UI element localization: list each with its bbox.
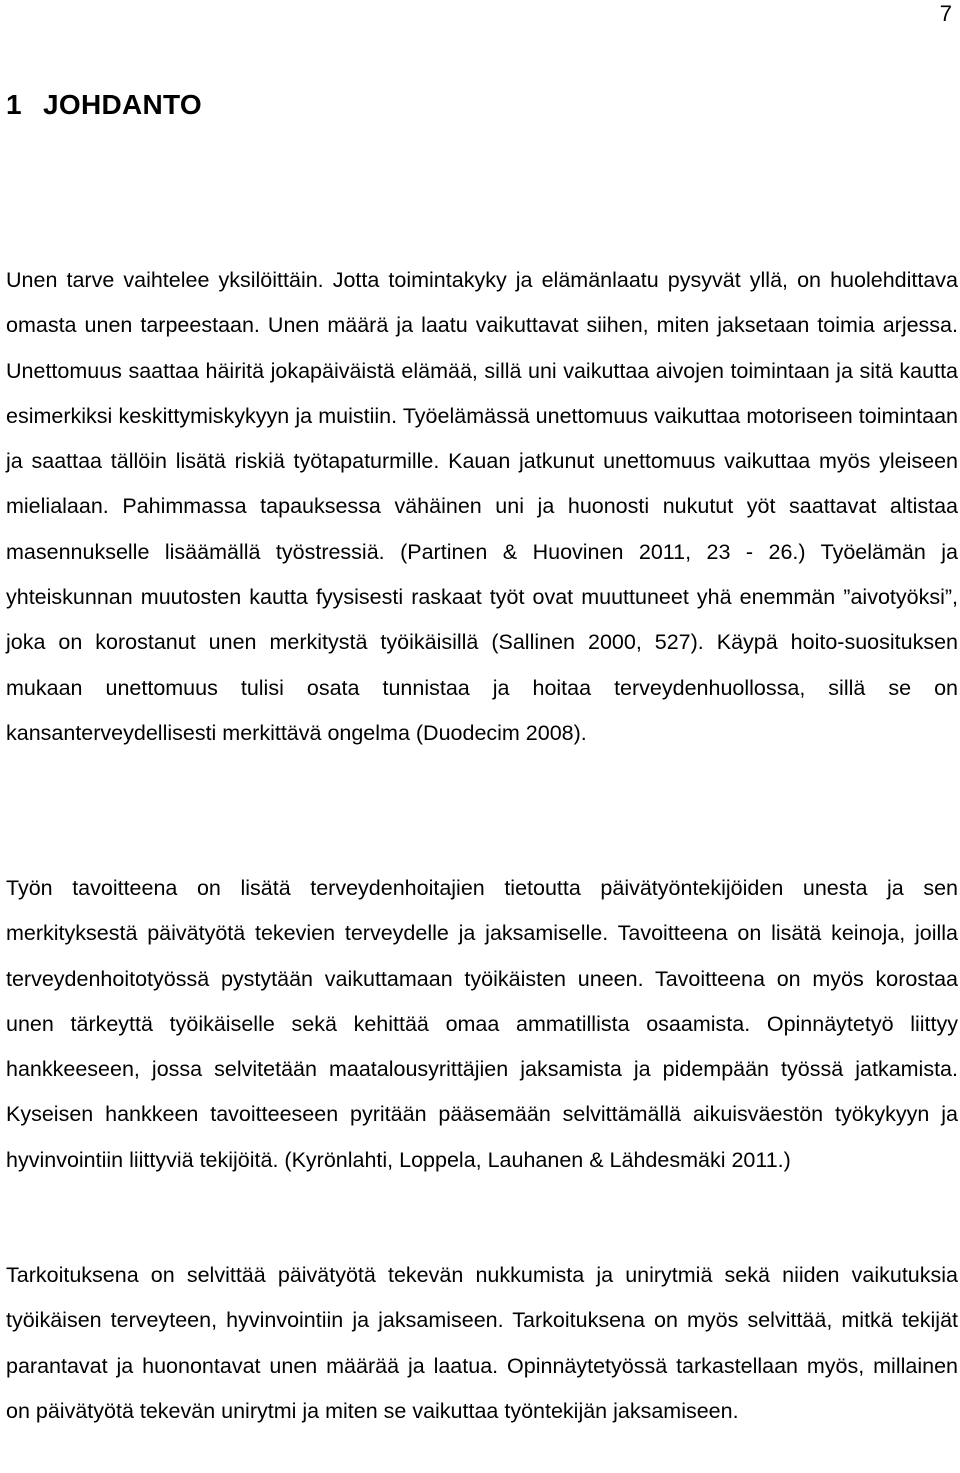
paragraph-purpose: Tarkoituksena on selvittää päivätyötä tekevän nukkumista ja unirytmiä sekä niiden vaikutuksia työikäisen terveyteen, hyvinvointiin ja jaksamiseen. Tarkoituksena on myös selvittää, mitkä tekijät parantavat ja huonontavat unen määrää ja laatua. Opinnäytetyössä tarkastellaan myös, millainen on päivätyötä tekevän unirytmi ja miten se vaikuttaa työntekijän jaksamiseen. [6,1263,958,1423]
chapter-heading [6,88,202,122]
page-number: 7 [939,1,952,26]
chapter-title: JOHDANTO [43,89,203,120]
chapter-number: 1 [6,89,22,120]
paragraph-goals: Työn tavoitteena on lisätä terveydenhoitajien tietoutta päivätyöntekijöiden unesta ja sen merkityksestä päivätyötä tekevien terveydelle ja jaksamiselle. Tavoitteena on lisätä keinoja, joilla terveydenhoitotyössä pystytään vaikuttamaan työikäisten uneen. Tavoitteena on myös korostaa unen tärkeyttä työikäiselle sekä kehittää omaa ammatillista osaamista. Opinnäytetyö liittyy hankkeeseen, jossa selvitetään maatalousyrittäjien jaksamista ja pidempään työssä jatkamista. Kyseisen hankkeen tavoitteeseen pyritään pääsemään selvittämällä aikuisväestön työkykyyn ja hyvinvointiin liittyviä tekijöitä. (Kyrönlahti, Loppela, Lauhanen & Lähdesmäki 2011.) [6,876,958,1172]
paragraph-introduction: Unen tarve vaihtelee yksilöittäin. Jotta toimintakyky ja elämänlaatu pysyvät yllä, on huolehdittava omasta unen tarpeestaan. Unen määrä ja laatu vaikuttavat siihen, miten jaksetaan toimia arjessa. Unettomuus saattaa häiritä jokapäiväistä elämää, sillä uni vaikuttaa aivojen toimintaan ja sitä kautta esimerkiksi keskittymiskykyyn ja muistiin. Työelämässä unettomuus vaikuttaa motoriseen toimintaan ja saattaa tällöin lisätä riskiä työtapaturmille. Kauan jatkunut unettomuus vaikuttaa myös yleiseen mielialaan. Pahimmassa tapauksessa vähäinen uni ja huonosti nukutut yöt saattavat altistaa masennukselle lisäämällä työstressiä. (Partinen & Huovinen 2011, 23 - 26.) Työelämän ja yhteiskunnan muutosten kautta fyysisesti raskaat työt ovat muuttuneet yhä enemmän ”aivotyöksi”, joka on korostanut unen merkitystä työikäisillä (Sallinen 2000, 527). Käypä hoito-suosituksen mukaan unettomuus tulisi osata tunnistaa ja hoitaa terveydenhuollossa, sillä se on kansanterveydellisesti merkittävä ongelma (Duodecim 2008). [6,268,958,745]
